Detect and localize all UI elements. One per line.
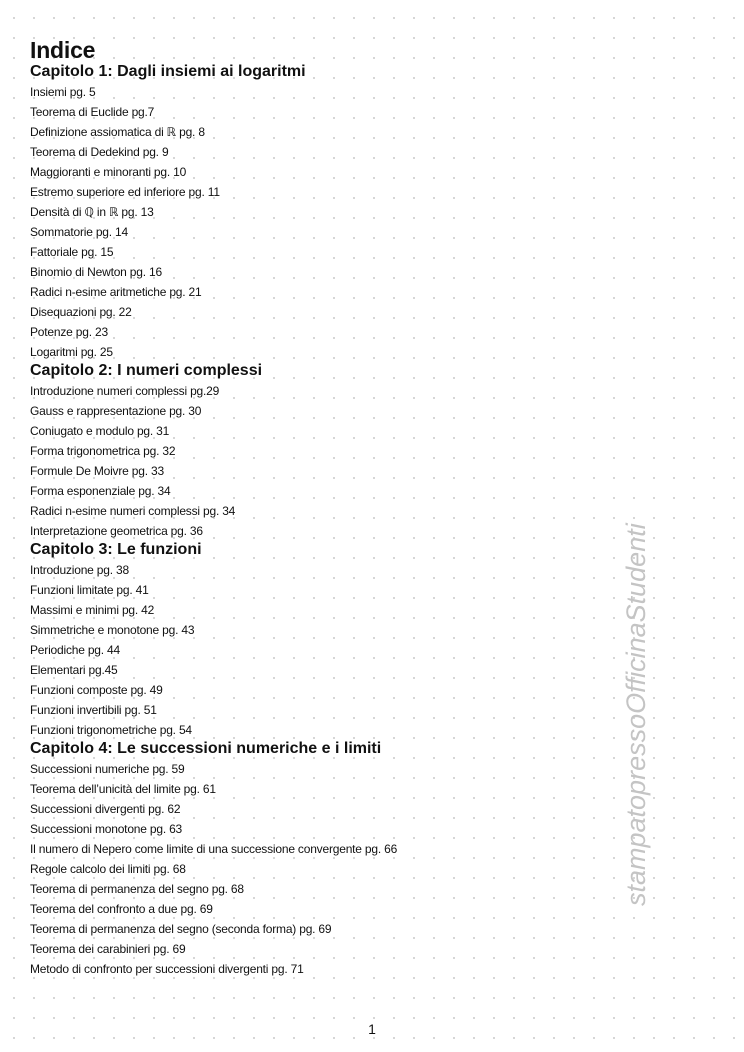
toc-entry: Successioni monotone pg. 63 (30, 822, 183, 836)
chapter-section (30, 540, 630, 740)
chapter-heading: Capitolo 4: Le successioni numeriche e i limiti (30, 740, 382, 757)
page-title: Indice (30, 37, 96, 63)
toc-entry: Successioni numeriche pg. 59 (30, 762, 185, 776)
toc-entry: Introduzione numeri complessi pg.29 (30, 384, 220, 398)
toc-entry: Teorema di Euclide pg.7 (30, 105, 155, 119)
toc-entry: Definizione assiomatica di ℝ pg. 8 (30, 125, 205, 139)
toc-entry: Forma esponenziale pg. 34 (30, 484, 171, 498)
toc-entry: Interpretazione geometrica pg. 36 (30, 524, 203, 538)
toc-entry: Disequazioni pg. 22 (30, 305, 132, 319)
toc-entry: Potenze pg. 23 (30, 325, 108, 339)
toc-entry: Binomio di Newton pg. 16 (30, 265, 162, 279)
table-of-contents (30, 37, 630, 979)
page-number: 1 (368, 1021, 376, 1037)
toc-entry: Regole calcolo dei limiti pg. 68 (30, 862, 186, 876)
toc-entry: Coniugato e modulo pg. 31 (30, 424, 170, 438)
chapter-heading: Capitolo 1: Dagli insiemi ai logaritmi (30, 63, 306, 80)
toc-entry: Metodo di confronto per successioni divergenti pg. 71 (30, 962, 304, 976)
toc-entry: Maggioranti e minoranti pg. 10 (30, 165, 187, 179)
chapter-section (30, 361, 630, 541)
toc-entry: Formule De Moivre pg. 33 (30, 464, 164, 478)
toc-entry: Simmetriche e monotone pg. 43 (30, 623, 195, 637)
toc-entry: Successioni divergenti pg. 62 (30, 802, 181, 816)
toc-entry: Teorema di Dedekind pg. 9 (30, 145, 169, 159)
toc-entry: Teorema del confronto a due pg. 69 (30, 902, 213, 916)
toc-entry: Teorema dei carabinieri pg. 69 (30, 942, 186, 956)
chapter-section (30, 739, 630, 979)
toc-entry: Logaritmi pg. 25 (30, 345, 113, 359)
toc-entry: Gauss e rappresentazione pg. 30 (30, 404, 202, 418)
toc-entry: Funzioni limitate pg. 41 (30, 583, 149, 597)
chapter-heading: Capitolo 3: Le funzioni (30, 541, 202, 558)
toc-entry: Estremo superiore ed inferiore pg. 11 (30, 185, 220, 199)
toc-entry: Insiemi pg. 5 (30, 85, 96, 99)
toc-entry: Funzioni trigonometriche pg. 54 (30, 723, 192, 737)
toc-entry: Elementari pg.45 (30, 663, 118, 677)
toc-entry: Teorema di permanenza del segno (seconda forma) pg. 69 (30, 922, 332, 936)
toc-entry: Funzioni invertibili pg. 51 (30, 703, 157, 717)
chapter-section (30, 62, 630, 362)
toc-entry: Radici n-esime aritmetiche pg. 21 (30, 285, 202, 299)
toc-entry: Fattoriale pg. 15 (30, 245, 114, 259)
toc-entry: Forma trigonometrica pg. 32 (30, 444, 176, 458)
toc-entry: Teorema dell’unicità del limite pg. 61 (30, 782, 216, 796)
watermark: stampatopressoOfficinaStudenti (621, 523, 651, 906)
toc-entry: Sommatorie pg. 14 (30, 225, 128, 239)
toc-entry: Densità di ℚ in ℝ pg. 13 (30, 205, 154, 219)
toc-entry: Teorema di permanenza del segno pg. 68 (30, 882, 244, 896)
toc-entry: Il numero di Nepero come limite di una successione convergente pg. 66 (30, 842, 398, 856)
toc-entry: Radici n-esime numeri complessi pg. 34 (30, 504, 236, 518)
toc-entry: Periodiche pg. 44 (30, 643, 120, 657)
toc-entry: Massimi e minimi pg. 42 (30, 603, 155, 617)
toc-entry: Introduzione pg. 38 (30, 563, 129, 577)
chapter-heading: Capitolo 2: I numeri complessi (30, 362, 263, 379)
chapter-list (30, 62, 630, 979)
toc-entry: Funzioni composte pg. 49 (30, 683, 163, 697)
